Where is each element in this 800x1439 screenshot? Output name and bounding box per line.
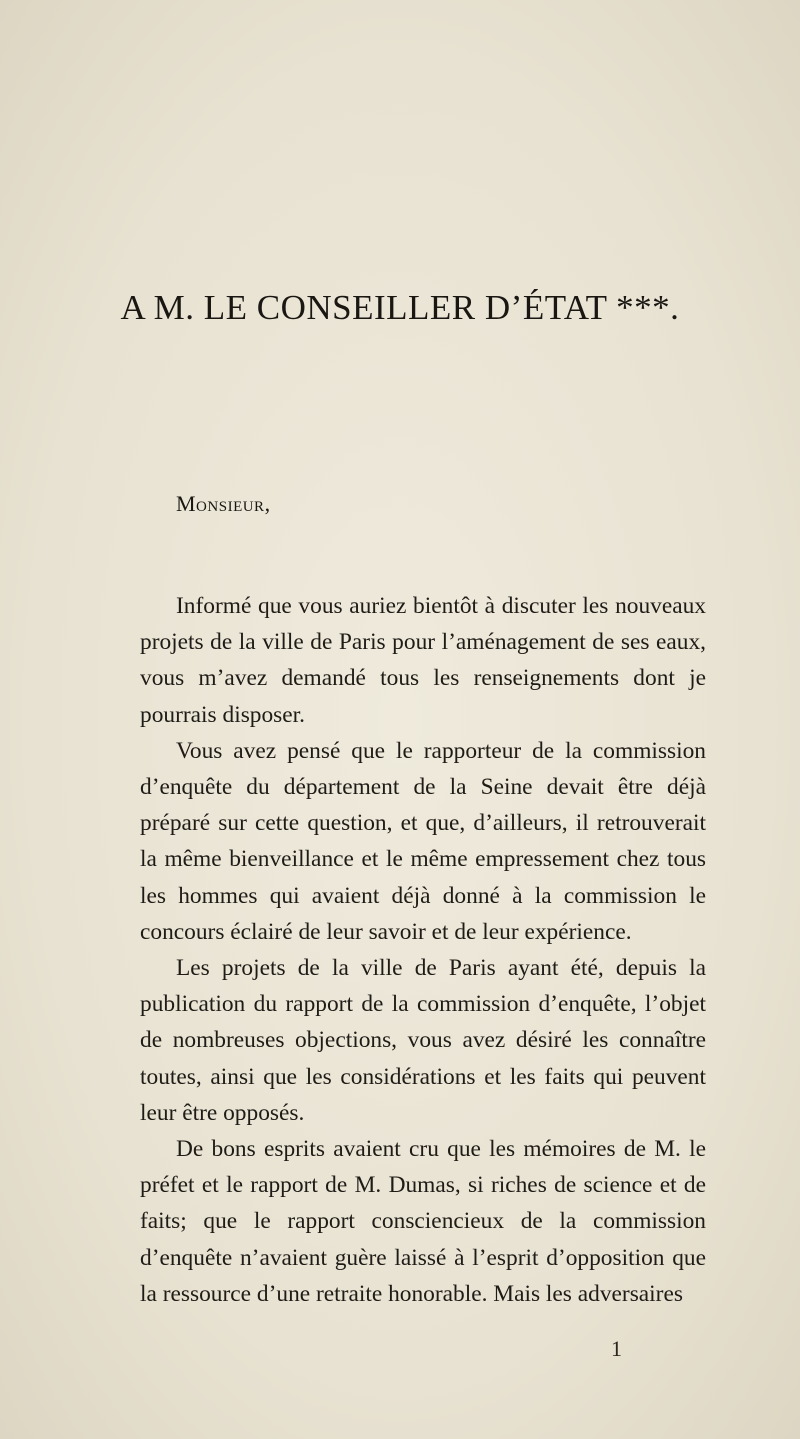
salutation: Monsieur, — [176, 491, 271, 516]
letter-body — [140, 588, 706, 1312]
page-number: 1 — [611, 1336, 622, 1361]
letter-heading: A M. LE CONSEILLER D’ÉTAT ***. — [120, 288, 680, 327]
paragraph-2: Vous avez pensé que le rapporteur de la commission d’enquête du département de la Seine devait être déjà préparé sur cette question, et que, d’ailleurs, il retrouverait la même bienveillance et le même empressement chez tous les hommes qui avaient déjà donné à la commission le concours éclairé de leur savoir et de leur expérience. — [140, 737, 706, 945]
paragraph-4: De bons esprits avaient cru que les mémoires de M. le préfet et le rapport de M. Dumas, si riches de science et de faits; que le rapport consciencieux de la commission d’enquête n’avaient guère laissé à l’esprit d’opposition que la ressource d’une retraite honorable. Mais les adversaires — [140, 1136, 706, 1307]
paragraph-1: Informé que vous auriez bientôt à discuter les nouveaux projets de la ville de Paris pour l’aménagement de ses eaux, vous m’avez demandé tous les renseignements dont je pourrais disposer. — [140, 593, 706, 728]
paragraph-3: Les projets de la ville de Paris ayant été, depuis la publication du rapport de la commission d’enquête, l’objet de nombreuses objections, vous avez désiré les connaître toutes, ainsi que les considérations et les faits qui peuvent leur être opposés. — [140, 955, 706, 1126]
